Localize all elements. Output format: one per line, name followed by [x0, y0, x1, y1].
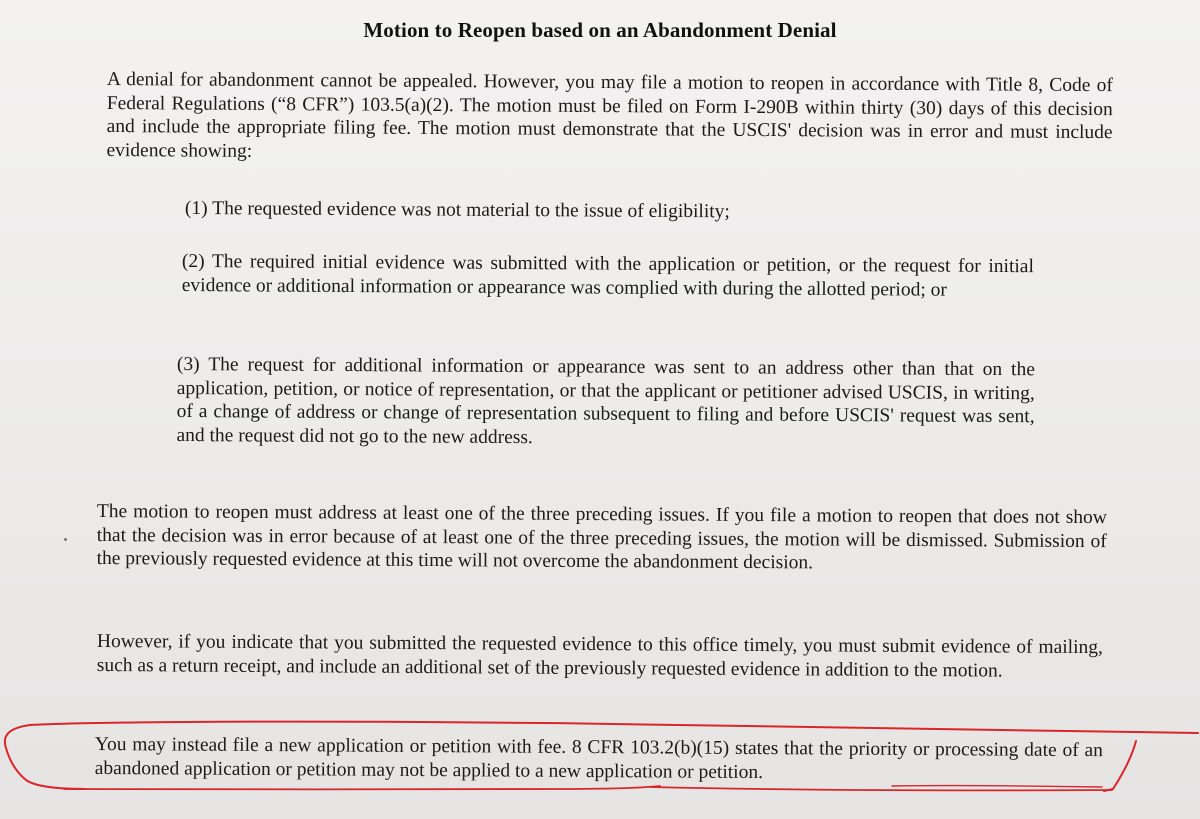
list-item-3: (3) The request for additional information or appearance was sent to an address other than that on the application, petition, or notice of representation, or that the applicant or petitioner advised USCIS, in writing, of a change of address or change of representation subsequent to filing and before USCIS' request was sent, and the request did not go to the new address. [176, 353, 1035, 448]
highlight-right-hook [1104, 741, 1136, 791]
requirements-paragraph: The motion to reopen must address at least one of the three preceding issues. If you file a motion to reopen that does not show that the decision was in error because of at least one of the three preceding issues, the motion will be dismissed. Submission of the previously requested evidence at this time will not overcome the abandonment decision. [96, 500, 1107, 574]
list-item-2: (2) The required initial evidence was submitted with the application or petition, or the request for initial evidence or additional information or appearance was complied with during the allotted period; or [181, 250, 1034, 301]
timely-evidence-paragraph: However, if you indicate that you submitted the requested evidence to this office timely, you must submit evidence of mailing, such as a return receipt, and include an additional set of the previously requested evidence in addition to the motion. [96, 631, 1103, 682]
new-application-paragraph: You may instead file a new application or petition with fee. 8 CFR 103.2(b)(15) states that the priority or processing date of an abandoned application or petition may not be applied to a new application or petition. [94, 734, 1103, 783]
intro-paragraph: A denial for abandonment cannot be appealed. However, you may file a motion to reopen in accordance with Title 8, Code of Federal Regulations (“8 CFR”) 103.5(a)(2). The motion must be filed on Form I-290B within thirty (30) days of this decision and include the appropriate filing fee. The motion must demonstrate that the USCIS' decision was in error and must include evidence showing: [106, 68, 1113, 162]
page-speck [64, 538, 67, 541]
document-title: Motion to Reopen based on an Abandonment Denial [363, 18, 837, 42]
list-item-1: (1) The requested evidence was not material to the issue of eligibility; [184, 197, 730, 223]
highlight-underline-mark [64, 786, 1112, 790]
